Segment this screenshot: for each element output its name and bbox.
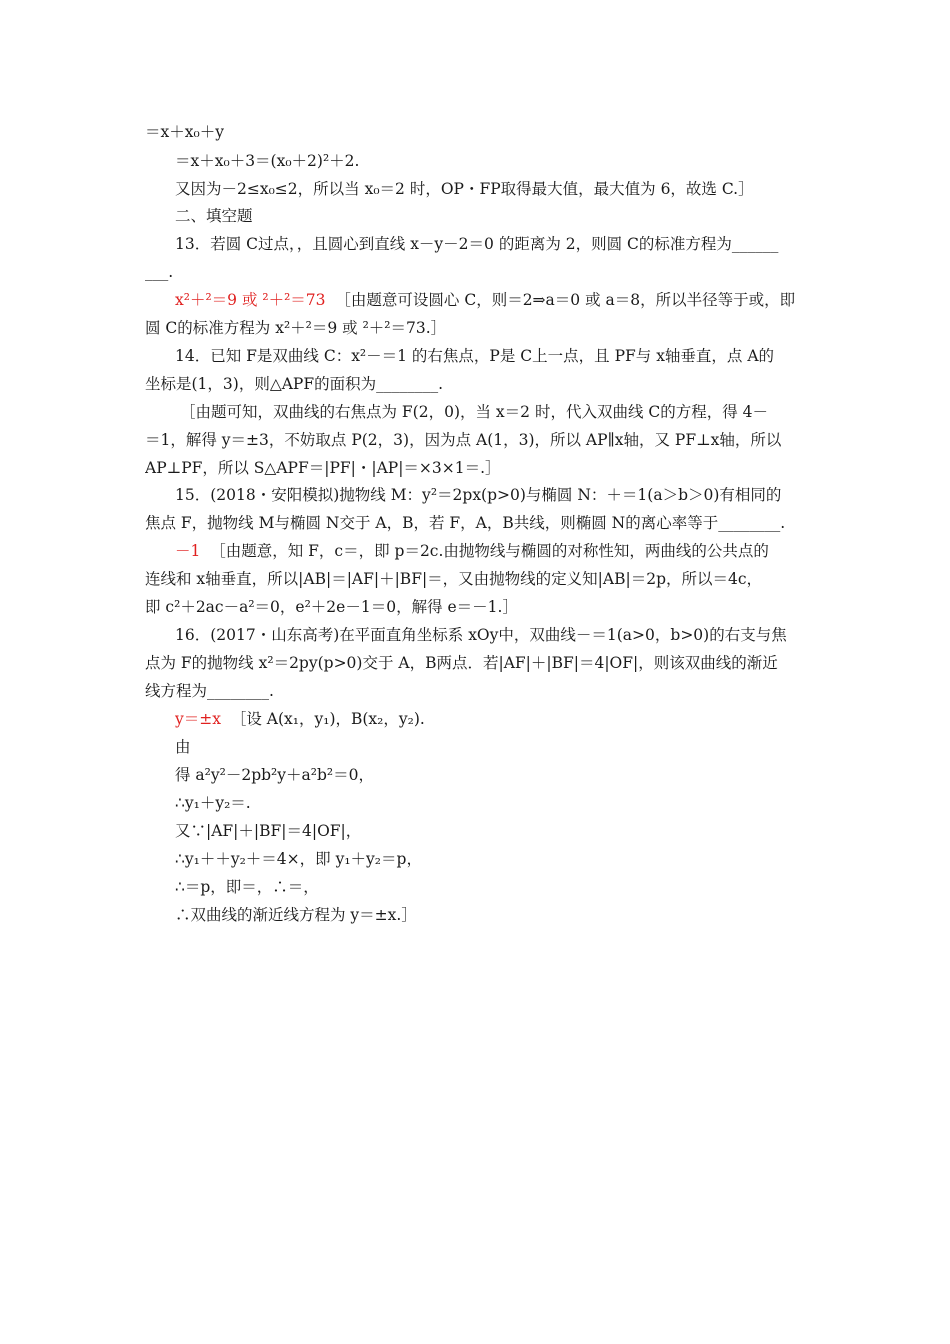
answer-text: －1 [175,542,201,560]
text-line [145,597,810,617]
line-text: ∴y₁＋＋y₂＋＝4×，即 y₁＋y₂＝p， [175,850,422,868]
line-text: 13．若圆 C过点，，且圆心到直线 x－y－2＝0 的距离为 2，则圆 C的标准方程为______ [175,235,779,253]
line-text: 14．已知 F是双曲线 C：x²－＝1 的右焦点，P是 C上一点，且 PF与 x轴垂直，点 A的 [175,347,775,365]
answer-text: y＝±x [175,710,221,728]
text-line [175,877,810,897]
line-text: ___. [145,263,174,281]
line-text: ［由题意，知 F，c＝，即 p＝2c.由抛物线与椭圆的对称性知，两曲线的公共点的 [210,542,769,560]
line-text: ∴＝p，即＝，∴＝， [175,878,319,896]
line-text: 即 c²＋2ac－a²＝0，e²＋2e－1＝0，解得 e＝－1.］ [145,598,518,616]
line-text: 15．(2018・安阳模拟)抛物线 M：y²＝2px(p>0)与椭圆 N：＋＝1(a＞b＞0)有相同的 [175,486,782,504]
answer-13 [175,290,810,310]
answer-14 [180,402,810,422]
text-line [175,151,810,171]
line-text: 焦点 F，抛物线 M与椭圆 N交于 A，B，若 F，A，B共线，则椭圆 N的离心率等于________. [145,514,786,532]
text-line [145,318,810,338]
text-line [175,737,810,757]
text-line [145,681,810,701]
line-text: 坐标是(1，3)，则△APF的面积为________. [145,375,444,393]
line-text: ∴双曲线的渐近线方程为 y＝±x.］ [175,906,417,924]
text-line [175,765,810,785]
text-line [145,374,810,394]
text-line [145,569,810,589]
line-text: 二、填空题 [175,207,253,225]
text-line [145,458,810,478]
line-text: 又∵|AF|＋|BF|＝4|OF|， [175,822,362,840]
line-text: 得 a²y²－2pb²y＋a²b²＝0， [175,766,374,784]
text-line [145,430,810,450]
line-text: 连线和 x轴垂直，所以|AB|＝|AF|＋|BF|＝，又由抛物线的定义知|AB|＝2p，所以＝4c， [145,570,763,588]
text-line [175,905,810,925]
section-heading [175,206,810,226]
text-line [145,262,810,282]
question-13 [175,234,810,254]
question-14 [175,346,810,366]
line-text: ［设 A(x₁，y₁)，B(x₂，y₂). [230,710,425,728]
line-text: 圆 C的标准方程为 x²＋²＝9 或 ²＋²＝73.］ [145,319,447,337]
line-text: 由 [175,738,191,756]
answer-15 [175,541,810,561]
text-line [175,849,810,869]
text-line [145,653,810,673]
text-line [145,122,810,142]
line-text: ∴y₁＋y₂＝. [175,794,251,812]
text-line [175,793,810,813]
line-text: AP⊥PF，所以 S△APF＝|PF|・|AP|＝×3×1＝.］ [145,459,501,477]
line-text: 线方程为________. [145,682,274,700]
text-line [145,513,810,533]
line-text: ［由题意可设圆心 C，则＝2⇒a＝0 或 a＝8，所以半径等于或，即 [335,291,796,309]
text-line [175,821,810,841]
line-text: ＝x＋x₀＋3＝(x₀＋2)²＋2. [175,152,360,170]
line-text: ［由题可知，双曲线的右焦点为 F(2，0)，当 x＝2 时，代入双曲线 C的方程，得 4－ [180,403,769,421]
line-text: 点为 F的抛物线 x²＝2py(p>0)交于 A，B两点．若|AF|＋|BF|＝4|OF|，则该双曲线的渐近 [145,654,778,672]
line-text: 又因为－2≤x₀≤2，所以当 x₀＝2 时，OP・FP取得最大值，最大值为 6，故选 C.］ [175,180,754,198]
line-text: 16．(2017・山东高考)在平面直角坐标系 xOy中，双曲线－＝1(a>0，b>0)的右支与焦 [175,626,787,644]
text-line [175,179,810,199]
question-16 [175,625,810,645]
line-text: ＝1，解得 y＝±3，不妨取点 P(2，3)，因为点 A(1，3)，所以 AP∥x轴，又 PF⊥x轴，所以 [145,431,782,449]
answer-16 [175,709,810,729]
question-15 [175,485,810,505]
answer-text: x²＋²＝9 或 ²＋²＝73 [175,291,326,309]
line-text: ＝x＋x₀＋y [145,123,224,141]
